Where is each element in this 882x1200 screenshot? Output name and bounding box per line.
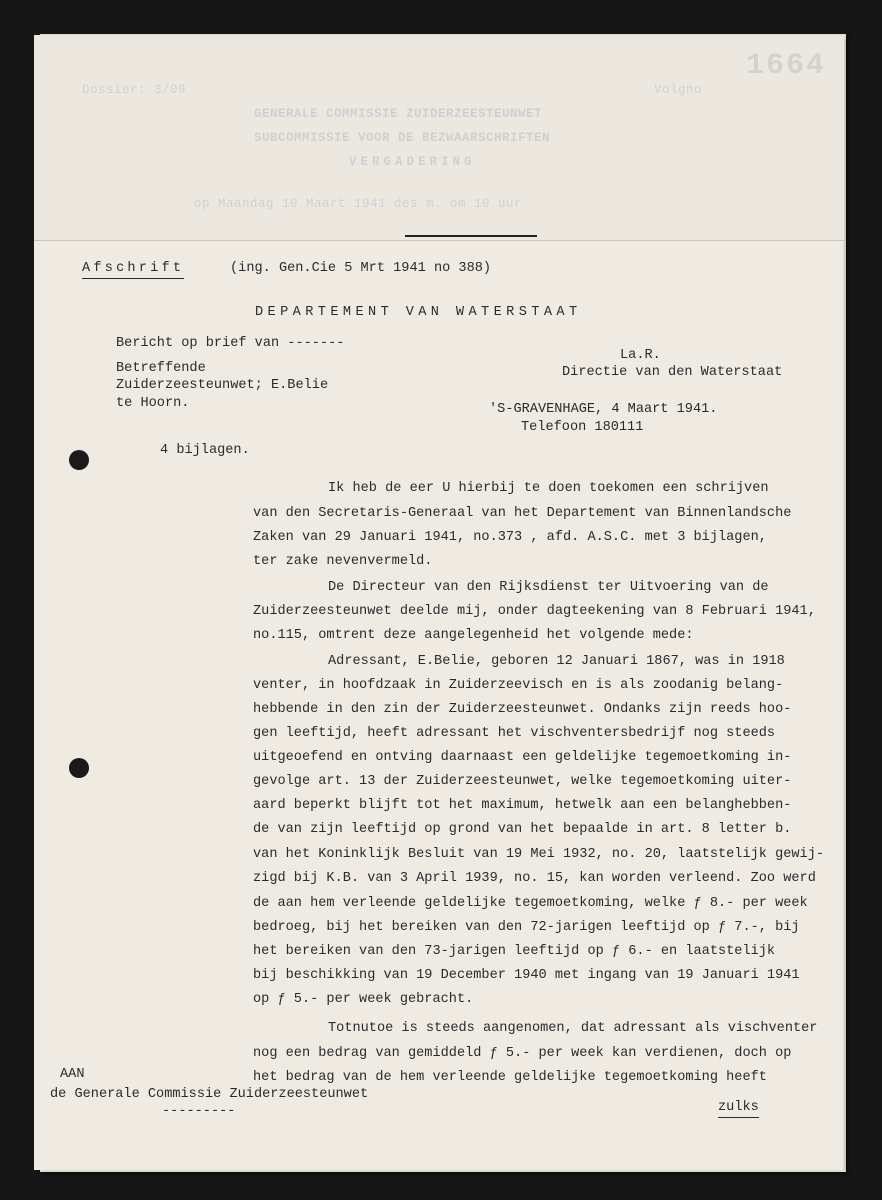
body-line: uitgeoefend en ontving daarnaast een geldelijke tegemoetkoming in- [253, 750, 792, 765]
volgno-label: Volgno [654, 83, 703, 97]
department-title: DEPARTEMENT VAN WATERSTAAT [255, 305, 582, 320]
body-line: venter, in hoofdzaak in Zuiderzeevisch en is als zoodanig belang- [253, 678, 784, 693]
cover-title-3: VERGADERING [349, 155, 476, 169]
city-date: 'S-GRAVENHAGE, 4 Maart 1941. [489, 402, 718, 417]
body-line: hebbende in den zin der Zuiderzeesteunwet. Ondanks zijn reeds hoo- [253, 702, 792, 717]
body-line: de van zijn leeftijd op grond van het bepaalde in art. 8 letter b. [253, 822, 792, 837]
body-line: Totnutoe is steeds aangenomen, dat adressant als vischventer [328, 1021, 818, 1036]
phone-line: Telefoon 180111 [521, 420, 644, 435]
cover-rule [405, 235, 537, 237]
body-line: Zuiderzeesteunwet deelde mij, onder dagteekening van 8 Februari 1941, [253, 604, 816, 619]
addressee-dashes: --------- [162, 1104, 236, 1119]
catchword: zulks [718, 1100, 759, 1118]
bericht-line: Bericht op brief van ------- [116, 336, 345, 351]
ref-code: La.R. [620, 348, 661, 363]
body-line: Zaken van 29 Januari 1941, no.373 , afd. A.S.C. met 3 bijlagen, [253, 530, 767, 545]
cover-title-4: op Maandag 10 Maart 1941 des m. om 10 uur [194, 197, 523, 211]
cover-sheet [34, 35, 844, 241]
body-line: het bedrag van de hem verleende geldelijke tegemoetkoming heeft [253, 1070, 767, 1085]
body-line: nog een bedrag van gemiddeld ƒ 5.- per week kan verdienen, doch op [253, 1046, 792, 1061]
body-line: gevolge art. 13 der Zuiderzeesteunwet, welke tegemoetkoming uiter- [253, 774, 792, 789]
dossier-ref: Dossier: 3/09 [82, 83, 187, 97]
betreffende-label: Betreffende [116, 361, 206, 376]
body-line: van het Koninklijk Besluit van 19 Mei 1932, no. 20, laatstelijk gewij- [253, 847, 825, 862]
addressee-line: de Generale Commissie Zuiderzeesteunwet [50, 1087, 369, 1102]
stamp-number: 1664 [745, 49, 826, 83]
body-line: no.115, omtrent deze aangelegenheid het volgende mede: [253, 628, 694, 643]
body-line: gen leeftijd, heeft adressant het vischventersbedrijf nog steeds [253, 726, 776, 741]
body-line: van den Secretaris-Generaal van het Departement van Binnenlandsche [253, 506, 792, 521]
afschrift-heading: Afschrift [82, 261, 184, 279]
body-line: bedroeg, bij het bereiken van den 72-jarigen leeftijd op ƒ 7.-, bij [253, 920, 800, 935]
aan-label: AAN [60, 1067, 85, 1082]
cover-title-2: SUBCOMMISSIE VOOR DE BEZWAARSCHRIFTEN [254, 131, 551, 145]
punch-hole-bottom [69, 758, 89, 778]
body-line: Adressant, E.Belie, geboren 12 Januari 1867, was in 1918 [328, 654, 785, 669]
body-line: ter zake nevenvermeld. [253, 554, 433, 569]
body-line: het bereiken van den 73-jarigen leeftijd op ƒ 6.- en laatstelijk [253, 944, 776, 959]
body-line: De Directeur van den Rijksdienst ter Uitvoering van de [328, 580, 769, 595]
incoming-reference: (ing. Gen.Cie 5 Mrt 1941 no 388) [230, 261, 492, 276]
body-line: de aan hem verleende geldelijke tegemoetkoming, welke ƒ 8.- per week [253, 896, 808, 911]
cover-title-1: GENERALE COMMISSIE ZUIDERZEESTEUNWET [254, 107, 543, 121]
body-line: zigd bij K.B. van 3 April 1939, no. 15, kan worden verleend. Zoo werd [253, 871, 816, 886]
body-line: Ik heb de eer U hierbij te doen toekomen een schrijven [328, 481, 769, 496]
directie-line: Directie van den Waterstaat [562, 365, 783, 380]
subject-line: Zuiderzeesteunwet; E.Belie [116, 378, 329, 393]
punch-hole-top [69, 450, 89, 470]
body-line: op ƒ 5.- per week gebracht. [253, 992, 474, 1007]
body-line: bij beschikking van 19 December 1940 met ingang van 19 Januari 1941 [253, 968, 800, 983]
bijlagen-line: 4 bijlagen. [160, 443, 250, 458]
body-line: aard beperkt blijft tot het maximum, hetwelk aan een belanghebben- [253, 798, 792, 813]
place-line: te Hoorn. [116, 396, 190, 411]
